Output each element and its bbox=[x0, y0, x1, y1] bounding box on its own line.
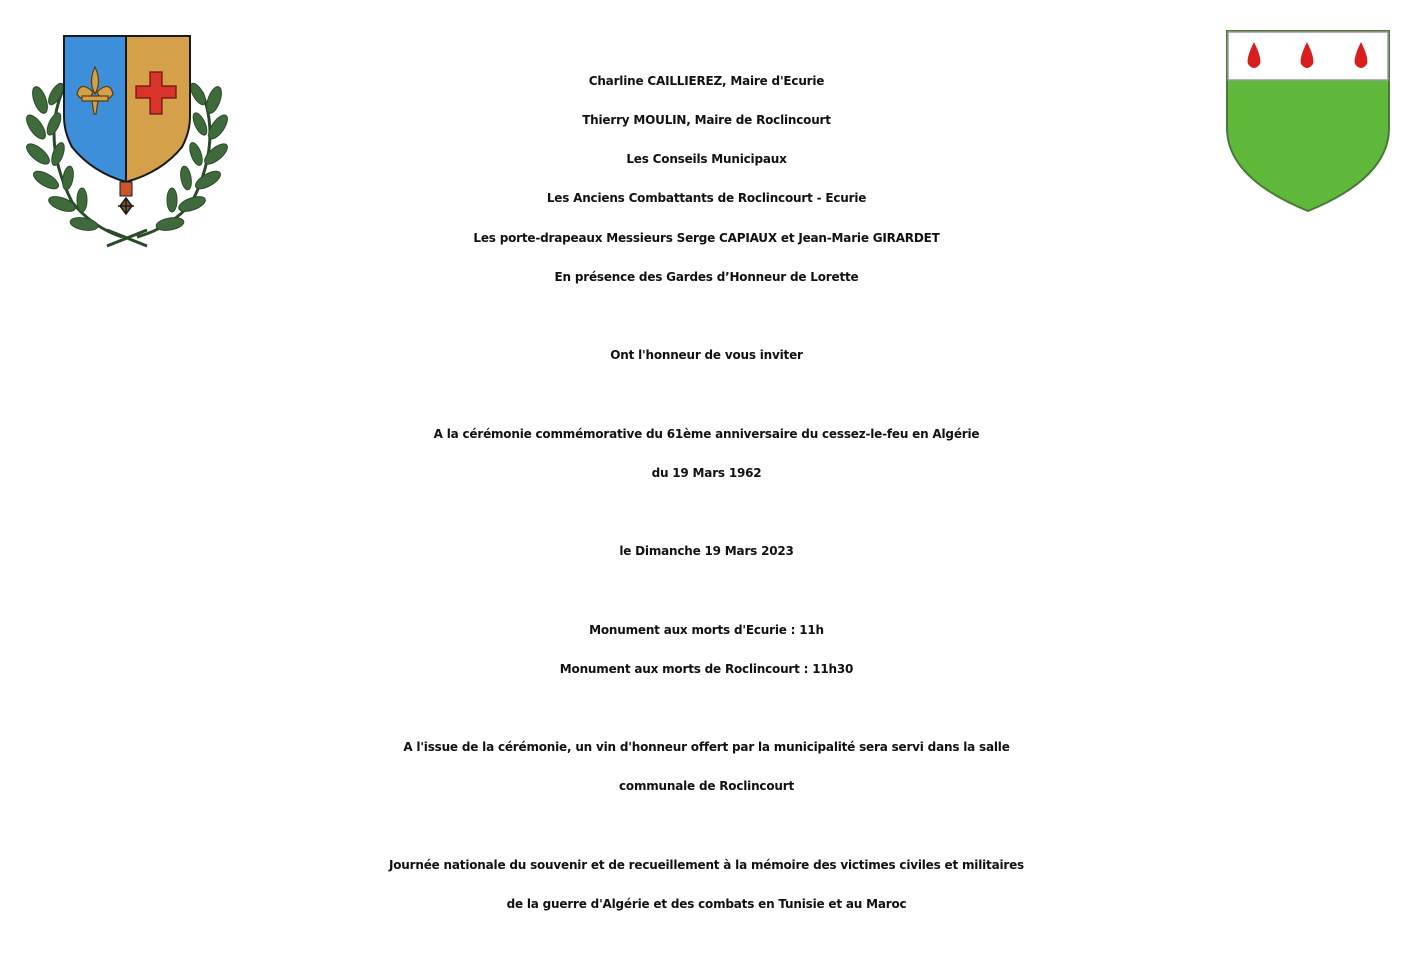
event-date: le Dimanche 19 Mars 2023 bbox=[619, 544, 794, 558]
host-veterans: Les Anciens Combattants de Roclincourt - Ecurie bbox=[546, 191, 867, 205]
footer-line-1: Journée nationale du souvenir et de recueillement à la mémoire des victimes civiles et militaires bbox=[388, 858, 1024, 872]
schedule-roclincourt: Monument aux morts de Roclincourt : 11h30 bbox=[559, 662, 854, 676]
host-councils: Les Conseils Municipaux bbox=[626, 152, 787, 166]
footer-line-2: de la guerre d'Algérie et des combats en Tunisie et au Maroc bbox=[506, 897, 907, 911]
host-flag-bearers: Les porte-drapeaux Messieurs Serge CAPIAUX et Jean-Marie GIRARDET bbox=[473, 231, 940, 245]
ceremony-line-2: du 19 Mars 1962 bbox=[651, 466, 762, 480]
reception-line-1: A l'issue de la cérémonie, un vin d'honneur offert par la municipalité sera servi dans la salle bbox=[403, 740, 1010, 754]
schedule-ecurie: Monument aux morts d'Ecurie : 11h bbox=[589, 623, 824, 637]
host-mayor-roclincourt: Thierry MOULIN, Maire de Roclincourt bbox=[582, 113, 831, 127]
host-mayor-ecurie: Charline CAILLIEREZ, Maire d'Ecurie bbox=[588, 74, 825, 88]
host-guards: En présence des Gardes d’Honneur de Lorette bbox=[554, 270, 859, 284]
invitation-text: Ont l'honneur de vous inviter bbox=[610, 348, 803, 362]
reception-line-2: communale de Roclincourt bbox=[618, 779, 794, 793]
ceremony-line-1: A la cérémonie commémorative du 61ème anniversaire du cessez-le-feu en Algérie bbox=[433, 427, 980, 441]
